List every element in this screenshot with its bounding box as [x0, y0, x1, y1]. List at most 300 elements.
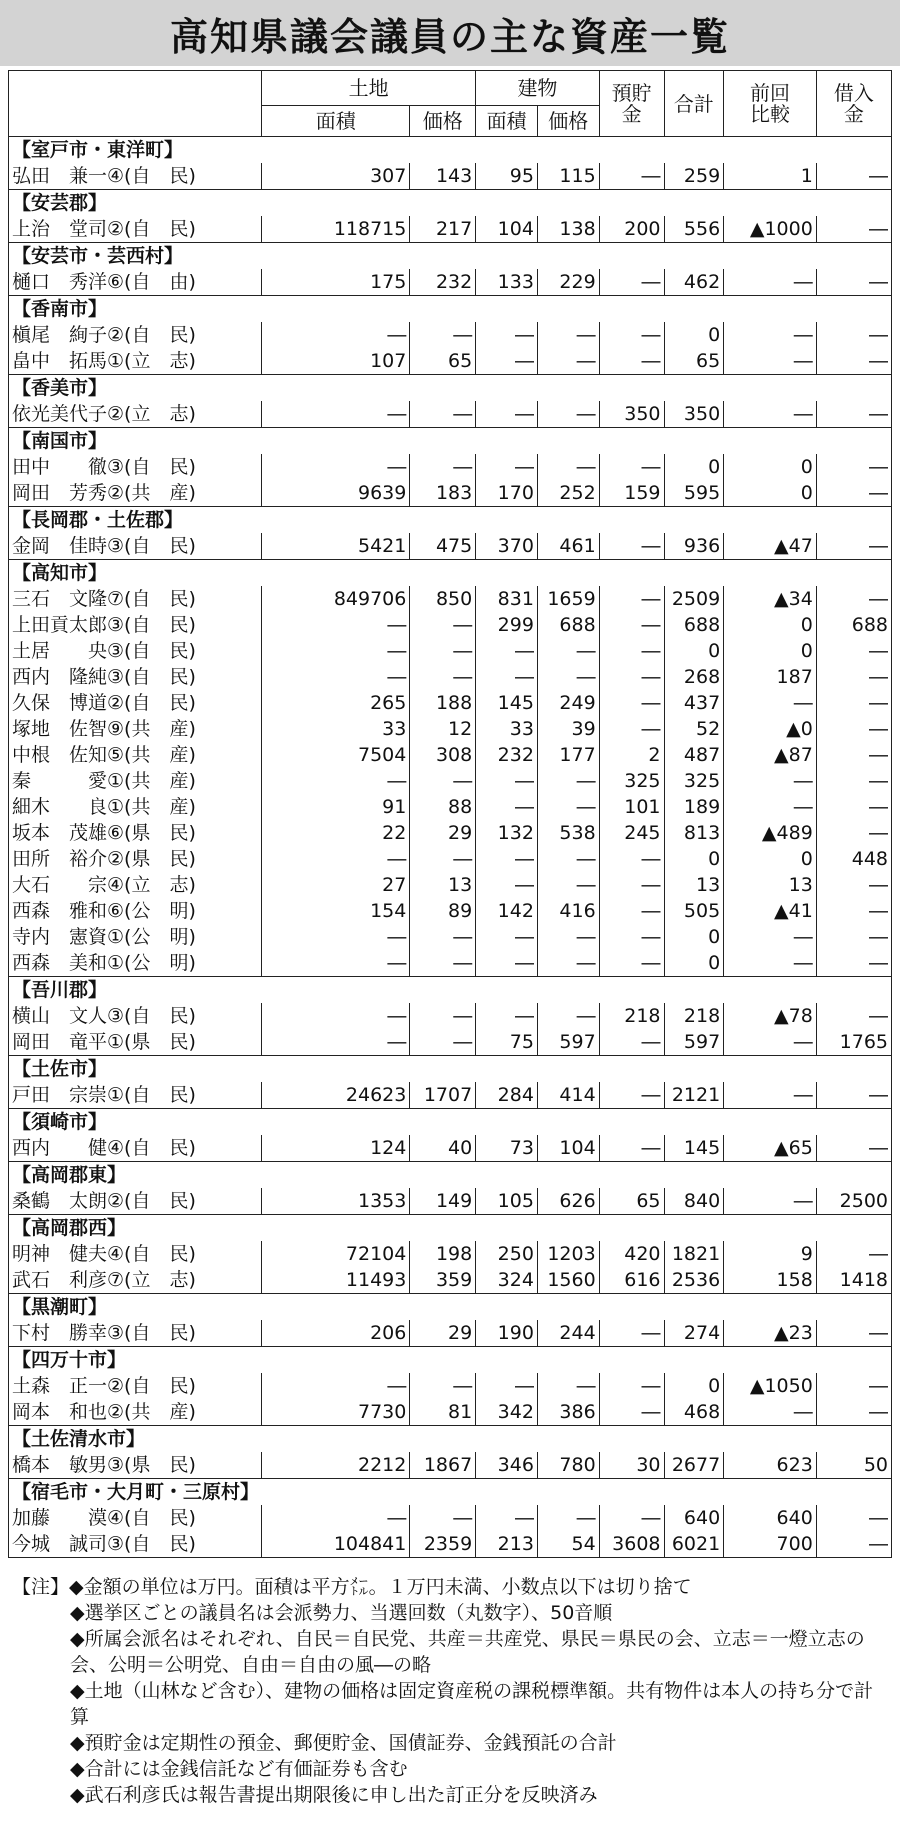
cell-savings: 218 — [599, 1003, 664, 1029]
member-name: 畠中 拓馬①(立 志) — [9, 348, 262, 375]
cell-savings: ― — [599, 1399, 664, 1426]
cell-land-price: ― — [410, 1373, 476, 1399]
region-group — [9, 560, 892, 977]
cell-bld-price: ― — [537, 1505, 599, 1531]
cell-land-area: 104841 — [262, 1531, 410, 1558]
table-row — [9, 846, 892, 872]
table-row — [9, 1373, 892, 1399]
member-name: 上田貢太郎③(自 民) — [9, 612, 262, 638]
cell-savings: ― — [599, 1505, 664, 1531]
cell-bld-price: ― — [537, 664, 599, 690]
cell-land-price: 149 — [410, 1188, 476, 1215]
note-item: ◆所属会派名はそれぞれ、自民＝自民党、共産＝共産党、県民＝県民の会、立志＝一燈立志の会、公明＝公明党、自由＝自由の風―の略 — [70, 1628, 865, 1676]
cell-land-price: 183 — [410, 480, 476, 507]
cell-savings: ― — [599, 898, 664, 924]
cell-prev: 623 — [724, 1452, 817, 1479]
cell-savings: ― — [599, 454, 664, 480]
cell-total: 350 — [664, 401, 724, 428]
cell-bld-price: 1203 — [537, 1241, 599, 1267]
cell-borrow: ― — [816, 348, 891, 375]
cell-bld-area: ― — [476, 322, 538, 348]
cell-prev: ― — [724, 1188, 817, 1215]
cell-borrow: ― — [816, 216, 891, 243]
cell-bld-area: 133 — [476, 269, 538, 296]
cell-prev: 9 — [724, 1241, 817, 1267]
region-row — [9, 1479, 892, 1506]
cell-bld-price: 252 — [537, 480, 599, 507]
cell-prev: ― — [724, 348, 817, 375]
cell-land-price: 850 — [410, 586, 476, 612]
cell-total: 0 — [664, 1373, 724, 1399]
region-row — [9, 977, 892, 1004]
table-row — [9, 480, 892, 507]
cell-land-price: ― — [410, 924, 476, 950]
table-row — [9, 794, 892, 820]
cell-land-price: ― — [410, 768, 476, 794]
cell-bld-area: 95 — [476, 163, 538, 190]
cell-borrow: ― — [816, 1373, 891, 1399]
cell-land-area: ― — [262, 612, 410, 638]
cell-prev: 700 — [724, 1531, 817, 1558]
cell-bld-price: 229 — [537, 269, 599, 296]
cell-savings: 3608 — [599, 1531, 664, 1558]
cell-land-area: ― — [262, 1029, 410, 1056]
cell-bld-price: 626 — [537, 1188, 599, 1215]
cell-land-price: ― — [410, 1003, 476, 1029]
cell-borrow: ― — [816, 454, 891, 480]
cell-bld-price: ― — [537, 846, 599, 872]
cell-land-price: ― — [410, 1029, 476, 1056]
cell-borrow: ― — [816, 269, 891, 296]
cell-bld-area: ― — [476, 401, 538, 428]
table-row — [9, 1267, 892, 1294]
cell-borrow: ― — [816, 1531, 891, 1558]
region-name: 【香南市】 — [9, 296, 892, 323]
cell-total: 2509 — [664, 586, 724, 612]
cell-land-area: 27 — [262, 872, 410, 898]
cell-bld-price: 115 — [537, 163, 599, 190]
cell-bld-price: 244 — [537, 1320, 599, 1347]
cell-land-area: 11493 — [262, 1267, 410, 1294]
cell-borrow: 2500 — [816, 1188, 891, 1215]
region-group — [9, 137, 892, 190]
cell-bld-area: 831 — [476, 586, 538, 612]
cell-prev: 0 — [724, 846, 817, 872]
region-name: 【土佐清水市】 — [9, 1426, 892, 1453]
cell-land-area: 24623 — [262, 1082, 410, 1109]
cell-land-price: 232 — [410, 269, 476, 296]
cell-land-area: 265 — [262, 690, 410, 716]
table-header — [9, 71, 892, 137]
cell-bld-price: ― — [537, 1373, 599, 1399]
header-building-area: 面積 — [476, 106, 538, 137]
region-name: 【吾川郡】 — [9, 977, 892, 1004]
cell-savings: 325 — [599, 768, 664, 794]
cell-bld-area: ― — [476, 768, 538, 794]
table-row — [9, 612, 892, 638]
cell-land-price: ― — [410, 1505, 476, 1531]
cell-bld-area: ― — [476, 1505, 538, 1531]
cell-savings: ― — [599, 872, 664, 898]
cell-borrow: ― — [816, 820, 891, 846]
cell-total: 505 — [664, 898, 724, 924]
table-row — [9, 348, 892, 375]
cell-land-area: 91 — [262, 794, 410, 820]
cell-bld-price: ― — [537, 348, 599, 375]
cell-bld-price: 416 — [537, 898, 599, 924]
cell-bld-area: 75 — [476, 1029, 538, 1056]
cell-borrow: ― — [816, 1505, 891, 1531]
cell-savings: ― — [599, 638, 664, 664]
cell-bld-area: ― — [476, 348, 538, 375]
cell-total: 2536 — [664, 1267, 724, 1294]
region-group — [9, 1294, 892, 1347]
cell-savings: 350 — [599, 401, 664, 428]
cell-bld-price: 538 — [537, 820, 599, 846]
cell-borrow: ― — [816, 163, 891, 190]
cell-bld-area: 284 — [476, 1082, 538, 1109]
cell-land-area: ― — [262, 322, 410, 348]
member-name: 寺内 憲資①(公 明) — [9, 924, 262, 950]
member-name: 上治 堂司②(自 民) — [9, 216, 262, 243]
cell-bld-area: 324 — [476, 1267, 538, 1294]
cell-land-price: ― — [410, 401, 476, 428]
cell-savings: ― — [599, 1373, 664, 1399]
cell-bld-area: ― — [476, 1003, 538, 1029]
cell-borrow: ― — [816, 950, 891, 977]
cell-borrow: ― — [816, 742, 891, 768]
cell-land-area: 7730 — [262, 1399, 410, 1426]
cell-prev: ▲65 — [724, 1135, 817, 1162]
cell-borrow: 1418 — [816, 1267, 891, 1294]
cell-total: 2677 — [664, 1452, 724, 1479]
cell-total: 840 — [664, 1188, 724, 1215]
cell-total: 259 — [664, 163, 724, 190]
region-group — [9, 243, 892, 296]
region-group — [9, 1479, 892, 1558]
cell-land-price: 308 — [410, 742, 476, 768]
cell-borrow: ― — [816, 1082, 891, 1109]
cell-land-price: 475 — [410, 533, 476, 560]
cell-savings: 65 — [599, 1188, 664, 1215]
note-item: 【注】 ◆金額の単位は万円。面積は平方㍍。１万円未満、小数点以下は切り捨て — [12, 1576, 692, 1598]
cell-bld-area: 250 — [476, 1241, 538, 1267]
cell-borrow: ― — [816, 1135, 891, 1162]
cell-bld-price: 414 — [537, 1082, 599, 1109]
cell-borrow: ― — [816, 1320, 891, 1347]
member-name: 弘田 兼一④(自 民) — [9, 163, 262, 190]
cell-prev: 0 — [724, 454, 817, 480]
cell-land-price: 13 — [410, 872, 476, 898]
cell-bld-price: 104 — [537, 1135, 599, 1162]
region-group — [9, 1426, 892, 1479]
cell-bld-area: ― — [476, 872, 538, 898]
table-row — [9, 586, 892, 612]
member-name: 中根 佐知⑤(共 産) — [9, 742, 262, 768]
member-name: 大石 宗④(立 志) — [9, 872, 262, 898]
cell-bld-area: 190 — [476, 1320, 538, 1347]
member-name: 下村 勝幸③(自 民) — [9, 1320, 262, 1347]
cell-bld-area: ― — [476, 664, 538, 690]
cell-savings: 200 — [599, 216, 664, 243]
cell-land-area: ― — [262, 664, 410, 690]
cell-total: 189 — [664, 794, 724, 820]
cell-savings: ― — [599, 1029, 664, 1056]
member-name: 坂本 茂雄⑥(県 民) — [9, 820, 262, 846]
header-prev-compare: 前回 比較 — [724, 71, 817, 137]
cell-land-price: 89 — [410, 898, 476, 924]
cell-bld-price: ― — [537, 322, 599, 348]
cell-total: 274 — [664, 1320, 724, 1347]
cell-land-area: ― — [262, 1505, 410, 1531]
cell-prev: ▲41 — [724, 898, 817, 924]
table-row — [9, 690, 892, 716]
member-name: 西森 雅和⑥(公 明) — [9, 898, 262, 924]
table-row — [9, 1531, 892, 1558]
region-row — [9, 243, 892, 270]
cell-bld-price: ― — [537, 1003, 599, 1029]
cell-land-price: ― — [410, 454, 476, 480]
cell-savings: ― — [599, 950, 664, 977]
cell-total: 325 — [664, 768, 724, 794]
region-name: 【須崎市】 — [9, 1109, 892, 1136]
cell-total: 0 — [664, 846, 724, 872]
cell-bld-area: 33 — [476, 716, 538, 742]
cell-prev: ▲1000 — [724, 216, 817, 243]
table-row — [9, 401, 892, 428]
cell-borrow: 448 — [816, 846, 891, 872]
note-item: ◆合計には金銭信託など有価証券も含む — [70, 1758, 408, 1780]
cell-land-price: 12 — [410, 716, 476, 742]
cell-savings: 245 — [599, 820, 664, 846]
region-row — [9, 1109, 892, 1136]
cell-bld-price: 597 — [537, 1029, 599, 1056]
region-name: 【高岡郡東】 — [9, 1162, 892, 1189]
cell-total: 556 — [664, 216, 724, 243]
cell-bld-price: 386 — [537, 1399, 599, 1426]
table-row — [9, 1320, 892, 1347]
cell-savings: ― — [599, 664, 664, 690]
cell-prev: 640 — [724, 1505, 817, 1531]
cell-bld-area: 145 — [476, 690, 538, 716]
cell-total: 595 — [664, 480, 724, 507]
note-item: ◆土地（山林など含む）、建物の価格は固定資産税の課税標準額。共有物件は本人の持ち分で計算 — [70, 1680, 874, 1728]
cell-borrow: ― — [816, 898, 891, 924]
cell-savings: ― — [599, 269, 664, 296]
cell-savings: ― — [599, 163, 664, 190]
region-name: 【安芸郡】 — [9, 190, 892, 217]
region-group — [9, 296, 892, 375]
cell-prev: ▲23 — [724, 1320, 817, 1347]
cell-bld-area: ― — [476, 950, 538, 977]
table-row — [9, 768, 892, 794]
cell-land-area: 7504 — [262, 742, 410, 768]
region-name: 【高岡郡西】 — [9, 1215, 892, 1242]
cell-land-area: 124 — [262, 1135, 410, 1162]
cell-bld-price: 1659 — [537, 586, 599, 612]
cell-bld-area: 132 — [476, 820, 538, 846]
member-name: 岡本 和也②(共 産) — [9, 1399, 262, 1426]
member-name: 土森 正一②(自 民) — [9, 1373, 262, 1399]
cell-land-price: ― — [410, 846, 476, 872]
cell-bld-price: ― — [537, 638, 599, 664]
table-row — [9, 898, 892, 924]
region-row — [9, 1215, 892, 1242]
cell-bld-area: 170 — [476, 480, 538, 507]
cell-land-area: ― — [262, 401, 410, 428]
table-row — [9, 664, 892, 690]
member-name: 細木 良①(共 産) — [9, 794, 262, 820]
cell-land-price: ― — [410, 950, 476, 977]
note-item: ◆武石利彦氏は報告書提出期限後に申し出た訂正分を反映済み — [70, 1784, 598, 1806]
cell-borrow: ― — [816, 480, 891, 507]
cell-prev: ▲34 — [724, 586, 817, 612]
cell-bld-price: ― — [537, 768, 599, 794]
region-group — [9, 1056, 892, 1109]
cell-savings: ― — [599, 924, 664, 950]
cell-borrow: ― — [816, 401, 891, 428]
cell-land-price: 217 — [410, 216, 476, 243]
member-name: 岡田 竜平①(県 民) — [9, 1029, 262, 1056]
table-row — [9, 716, 892, 742]
table-row — [9, 1029, 892, 1056]
region-row — [9, 296, 892, 323]
cell-land-price: ― — [410, 664, 476, 690]
cell-borrow: ― — [816, 1003, 891, 1029]
cell-prev: ― — [724, 950, 817, 977]
region-row — [9, 1056, 892, 1083]
member-name: 桑鶴 太朗②(自 民) — [9, 1188, 262, 1215]
region-row — [9, 1162, 892, 1189]
region-name: 【室戸市・東洋町】 — [9, 137, 892, 164]
cell-total: 52 — [664, 716, 724, 742]
region-name: 【長岡郡・土佐郡】 — [9, 507, 892, 534]
cell-prev: ― — [724, 768, 817, 794]
table-row — [9, 1135, 892, 1162]
note-item: ◆預貯金は定期性の預金、郵便貯金、国債証券、金銭預託の合計 — [70, 1732, 617, 1754]
notes — [12, 1574, 892, 1808]
cell-land-area: 118715 — [262, 216, 410, 243]
cell-bld-price: 461 — [537, 533, 599, 560]
member-name: 土居 央③(自 民) — [9, 638, 262, 664]
cell-prev: ▲0 — [724, 716, 817, 742]
cell-savings: 420 — [599, 1241, 664, 1267]
header-name-blank — [9, 71, 262, 137]
cell-bld-price: 39 — [537, 716, 599, 742]
cell-land-area: 1353 — [262, 1188, 410, 1215]
cell-savings: ― — [599, 1135, 664, 1162]
region-row — [9, 375, 892, 402]
cell-bld-area: 342 — [476, 1399, 538, 1426]
member-name: 塚地 佐智⑨(共 産) — [9, 716, 262, 742]
member-name: 加藤 漠④(自 民) — [9, 1505, 262, 1531]
table-row — [9, 1003, 892, 1029]
cell-bld-area: ― — [476, 454, 538, 480]
cell-bld-price: ― — [537, 794, 599, 820]
cell-total: 0 — [664, 950, 724, 977]
cell-bld-price: ― — [537, 401, 599, 428]
region-row — [9, 1347, 892, 1374]
cell-borrow: 50 — [816, 1452, 891, 1479]
cell-savings: 30 — [599, 1452, 664, 1479]
cell-bld-price: ― — [537, 924, 599, 950]
cell-prev: 0 — [724, 480, 817, 507]
member-name: 久保 博道②(自 民) — [9, 690, 262, 716]
cell-bld-area: 213 — [476, 1531, 538, 1558]
cell-total: 640 — [664, 1505, 724, 1531]
header-total: 合計 — [664, 71, 724, 137]
table-row — [9, 322, 892, 348]
cell-total: 0 — [664, 322, 724, 348]
cell-total: 218 — [664, 1003, 724, 1029]
cell-total: 487 — [664, 742, 724, 768]
member-name: 三石 文隆⑦(自 民) — [9, 586, 262, 612]
cell-total: 0 — [664, 454, 724, 480]
cell-prev: 187 — [724, 664, 817, 690]
cell-prev: 0 — [724, 638, 817, 664]
region-group — [9, 977, 892, 1056]
cell-land-price: 1867 — [410, 1452, 476, 1479]
cell-savings: ― — [599, 586, 664, 612]
cell-land-area: ― — [262, 924, 410, 950]
member-name: 戸田 宗崇①(自 民) — [9, 1082, 262, 1109]
cell-savings: ― — [599, 716, 664, 742]
cell-savings: 101 — [599, 794, 664, 820]
cell-borrow: ― — [816, 924, 891, 950]
cell-borrow: ― — [816, 664, 891, 690]
member-name: 岡田 芳秀②(共 産) — [9, 480, 262, 507]
table-row — [9, 1241, 892, 1267]
cell-borrow: ― — [816, 794, 891, 820]
region-group — [9, 1109, 892, 1162]
region-name: 【南国市】 — [9, 428, 892, 455]
cell-land-area: 307 — [262, 163, 410, 190]
cell-bld-price: 138 — [537, 216, 599, 243]
cell-land-area: 107 — [262, 348, 410, 375]
cell-land-area: ― — [262, 1003, 410, 1029]
cell-land-area: ― — [262, 454, 410, 480]
cell-bld-price: ― — [537, 872, 599, 898]
member-name: 依光美代子②(立 志) — [9, 401, 262, 428]
cell-total: 2121 — [664, 1082, 724, 1109]
cell-bld-area: 73 — [476, 1135, 538, 1162]
table-row — [9, 533, 892, 560]
cell-prev: ― — [724, 1029, 817, 1056]
cell-prev: ― — [724, 924, 817, 950]
cell-prev: ― — [724, 322, 817, 348]
cell-prev: ▲87 — [724, 742, 817, 768]
cell-land-price: 81 — [410, 1399, 476, 1426]
header-building-price: 価格 — [537, 106, 599, 137]
cell-land-area: ― — [262, 1373, 410, 1399]
region-row — [9, 190, 892, 217]
cell-land-price: ― — [410, 638, 476, 664]
cell-bld-area: 104 — [476, 216, 538, 243]
cell-prev: ▲78 — [724, 1003, 817, 1029]
cell-borrow: 1765 — [816, 1029, 891, 1056]
cell-borrow: ― — [816, 638, 891, 664]
cell-bld-price: 54 — [537, 1531, 599, 1558]
cell-bld-area: 370 — [476, 533, 538, 560]
member-name: 田所 裕介②(県 民) — [9, 846, 262, 872]
cell-bld-price: 688 — [537, 612, 599, 638]
member-name: 田中 徹③(自 民) — [9, 454, 262, 480]
cell-savings: ― — [599, 846, 664, 872]
cell-land-area: 206 — [262, 1320, 410, 1347]
cell-land-price: 143 — [410, 163, 476, 190]
cell-land-price: 40 — [410, 1135, 476, 1162]
cell-prev: ― — [724, 1082, 817, 1109]
